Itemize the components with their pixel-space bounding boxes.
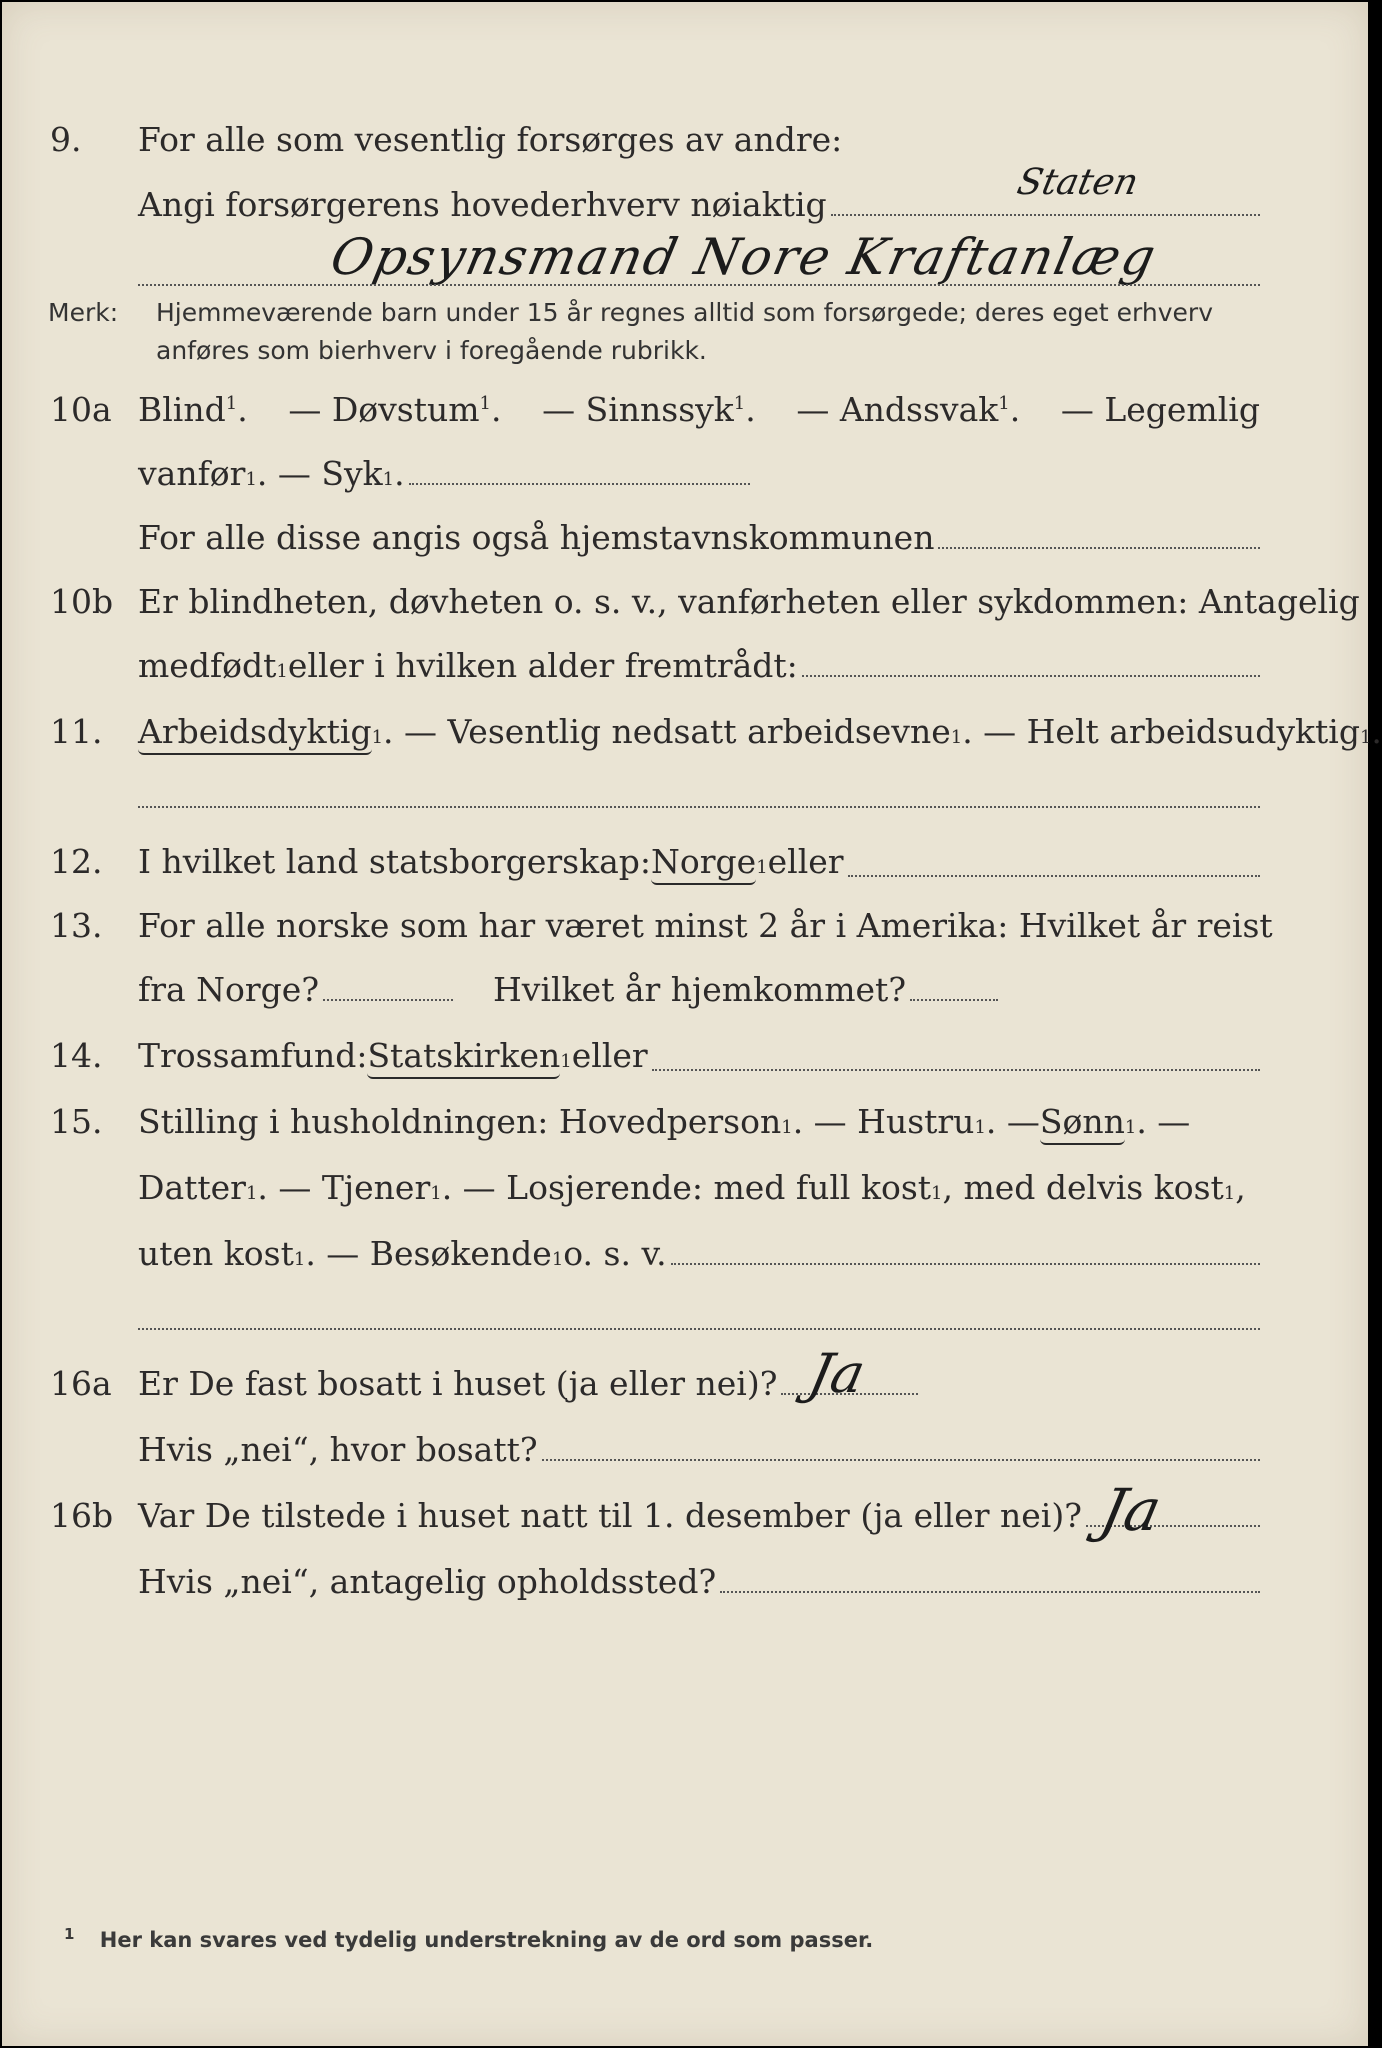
option-sonn-underlined[interactable]: Sønn: [1040, 1102, 1125, 1145]
option-statskirken-underlined[interactable]: Statskirken: [367, 1036, 560, 1079]
answer-line[interactable]: [652, 1069, 1260, 1071]
handwritten-note: Staten: [1013, 162, 1142, 203]
answer-line[interactable]: [138, 284, 1260, 286]
question-text: Hvis „nei“, antagelig opholdssted?: [138, 1562, 717, 1601]
footnote-text: Her kan svares ved tydelig understrekning av de ord som passer.: [99, 1928, 874, 1952]
note-text: Hjemmeværende barn under 15 år regnes alltid som forsørgede; deres eget erhverv: [156, 298, 1213, 327]
question-text: eller: [767, 842, 844, 881]
answer-line[interactable]: [542, 1459, 1260, 1461]
answer-line[interactable]: [671, 1263, 1260, 1265]
question-number: 16a: [50, 1364, 112, 1403]
option-vanfor[interactable]: vanfør: [138, 454, 246, 493]
question-number: 10b: [50, 582, 114, 621]
question-text: Trossamfund:: [138, 1036, 368, 1075]
option-full-kost[interactable]: . — Losjerende: med full kost: [441, 1168, 932, 1207]
answer-line[interactable]: [938, 547, 1260, 549]
footnote-mark: 1: [733, 393, 746, 414]
question-text: o. s. v.: [563, 1234, 667, 1273]
option-legemlig[interactable]: — Legemlig: [1060, 390, 1260, 429]
question-text: For alle norske som har været minst 2 år i Amerika: Hvilket år reist: [138, 906, 1273, 945]
separator: . —: [1136, 1102, 1191, 1141]
option-arbeidsdyktig-underlined[interactable]: Arbeidsdyktig: [138, 712, 372, 755]
punctuation: .: [1371, 712, 1382, 751]
option-besokende[interactable]: . — Besøkende: [305, 1234, 552, 1273]
punctuation: ,: [1235, 1168, 1246, 1207]
question-number: 10a: [50, 390, 112, 429]
footnote-mark: 1: [479, 393, 491, 414]
answer-line[interactable]: [848, 875, 1260, 877]
question-number: 16b: [50, 1496, 114, 1535]
question-number: 14.: [50, 1036, 103, 1075]
question-text: I hvilket land statsborgerskap:: [138, 842, 652, 881]
answer-line[interactable]: [720, 1591, 1260, 1593]
option-hovedperson[interactable]: Stilling i husholdningen: Hovedperson: [138, 1102, 782, 1141]
option-arbeidsudyktig[interactable]: . — Helt arbeidsudyktig: [962, 712, 1360, 751]
merk-label: Merk:: [48, 298, 119, 327]
footnote: [64, 1925, 873, 1952]
option-sinnssyk[interactable]: — Sinnssyk: [542, 390, 734, 429]
option-syk[interactable]: . — Syk: [256, 454, 383, 493]
handwritten-answer-16a: Ja: [803, 1342, 871, 1405]
option-andssvak[interactable]: — Andssvak: [796, 390, 999, 429]
census-form-page: 9. For alle som vesentlig forsørges av andre: Angi forsørgerens hovederhverv nøiaktig Staten Opsynsmand Nore Kraftanlæg Merk: Hjemmeværende barn under 15 år regnes alltid som forsørgede; deres eget erhverv anføres som bierhverv i foregående rubrikk. 10a Blind$^1$. — Døvstum$^1$. — Sinnssyk$^1$. — Andssvak$^1$. — Legemlig vanfør 1 . — Syk 1 . For alle disse angis også hjemstavnskommunen 10b Er blindheten, døvheten o. s. v., vanførheten eller sykdommen: Antagelig medfødt 1 eller i hvilken alder fremtrådt: 11. Arbeidsdyktig 1 . — Vesentlig nedsatt arbeidsevne 1 . — Helt arbeidsudyktig 1 . 12. I hvilket land statsborgerskap: Norge 1 eller 13. For alle norske som har været minst 2 år i Amerika: Hvilket år reist fra Norge? Hvilket år hjemkommet? 14. Trossamfund: Statskirken 1 eller 15. Stilling i husholdningen: Hovedperson 1 . — Hustru 1 . — Sønn 1 . — Datter 1 . — Tjener 1 . — Losjerende: med full kost 1 , med delvis kost 1 , uten kost 1 . — Besøkende 1 o. s. v. 16a Er De fast bosatt i huset (ja eller nei)? Ja Hvis „nei“, hvor bosatt? 16b Var De tilstede i huset natt til 1. desember (ja eller nei)? Ja Hvis „nei“, antagelig opholdssted? $^1$ Her kan svares ved tydelig understrekning av de ord som passer.: [2, 2, 1368, 2046]
option-norge-underlined[interactable]: Norge: [651, 842, 756, 885]
question-text: Hvilket år hjemkommet?: [493, 970, 907, 1009]
question-number: 15.: [50, 1102, 103, 1141]
question-number: 9.: [50, 120, 82, 159]
question-text: eller: [571, 1036, 648, 1075]
question-text: Hvis „nei“, hvor bosatt?: [138, 1430, 538, 1469]
answer-line[interactable]: [802, 675, 1260, 677]
question-text: For alle disse angis også hjemstavnskommunen: [138, 518, 935, 557]
footnote-mark: 1: [225, 393, 238, 414]
question-number: 13.: [50, 906, 103, 945]
answer-line[interactable]: [409, 483, 750, 485]
question-text: Angi forsørgerens hovederhverv nøiaktig: [138, 185, 827, 224]
option-tjener[interactable]: . — Tjener: [257, 1168, 431, 1207]
option-dovstum[interactable]: — Døvstum: [288, 390, 480, 429]
question-text: eller i hvilken alder fremtrådt:: [287, 646, 798, 685]
answer-line[interactable]: [831, 214, 1260, 216]
option-medfodt[interactable]: medfødt: [138, 646, 277, 685]
answer-line[interactable]: [138, 806, 1260, 808]
handwritten-answer-occupation: Opsynsmand Nore Kraftanlæg: [325, 228, 1163, 286]
option-delvis-kost[interactable]: , med delvis kost: [942, 1168, 1224, 1207]
option-nedsatt-arbeidsevne[interactable]: . — Vesentlig nedsatt arbeidsevne: [383, 712, 951, 751]
separator: . —: [985, 1102, 1040, 1141]
question-text: Er De fast bosatt i huset (ja eller nei)?: [138, 1364, 778, 1403]
note-text: anføres som bierhverv i foregående rubrikk.: [156, 336, 707, 365]
answer-line[interactable]: [138, 1328, 1260, 1330]
option-datter[interactable]: Datter: [138, 1168, 246, 1207]
question-number: 11.: [50, 712, 103, 751]
footnote-mark: 1: [64, 1925, 75, 1943]
answer-line-reist[interactable]: [323, 999, 453, 1001]
option-uten-kost[interactable]: uten kost: [138, 1234, 294, 1273]
option-hustru[interactable]: . — Hustru: [792, 1102, 975, 1141]
question-text: Er blindheten, døvheten o. s. v., vanførheten eller sykdommen: Antagelig: [138, 582, 1360, 621]
option-blind[interactable]: Blind: [138, 390, 226, 429]
question-number: 12.: [50, 842, 103, 881]
handwritten-answer-16b: Ja: [1094, 1476, 1168, 1544]
question-text: Var De tilstede i huset natt til 1. desember (ja eller nei)?: [138, 1496, 1082, 1535]
question-text: For alle som vesentlig forsørges av andre:: [138, 120, 843, 159]
footnote-mark: 1: [998, 393, 1010, 414]
answer-line-hjemkommet[interactable]: [910, 999, 998, 1001]
question-text: fra Norge?: [138, 970, 320, 1009]
